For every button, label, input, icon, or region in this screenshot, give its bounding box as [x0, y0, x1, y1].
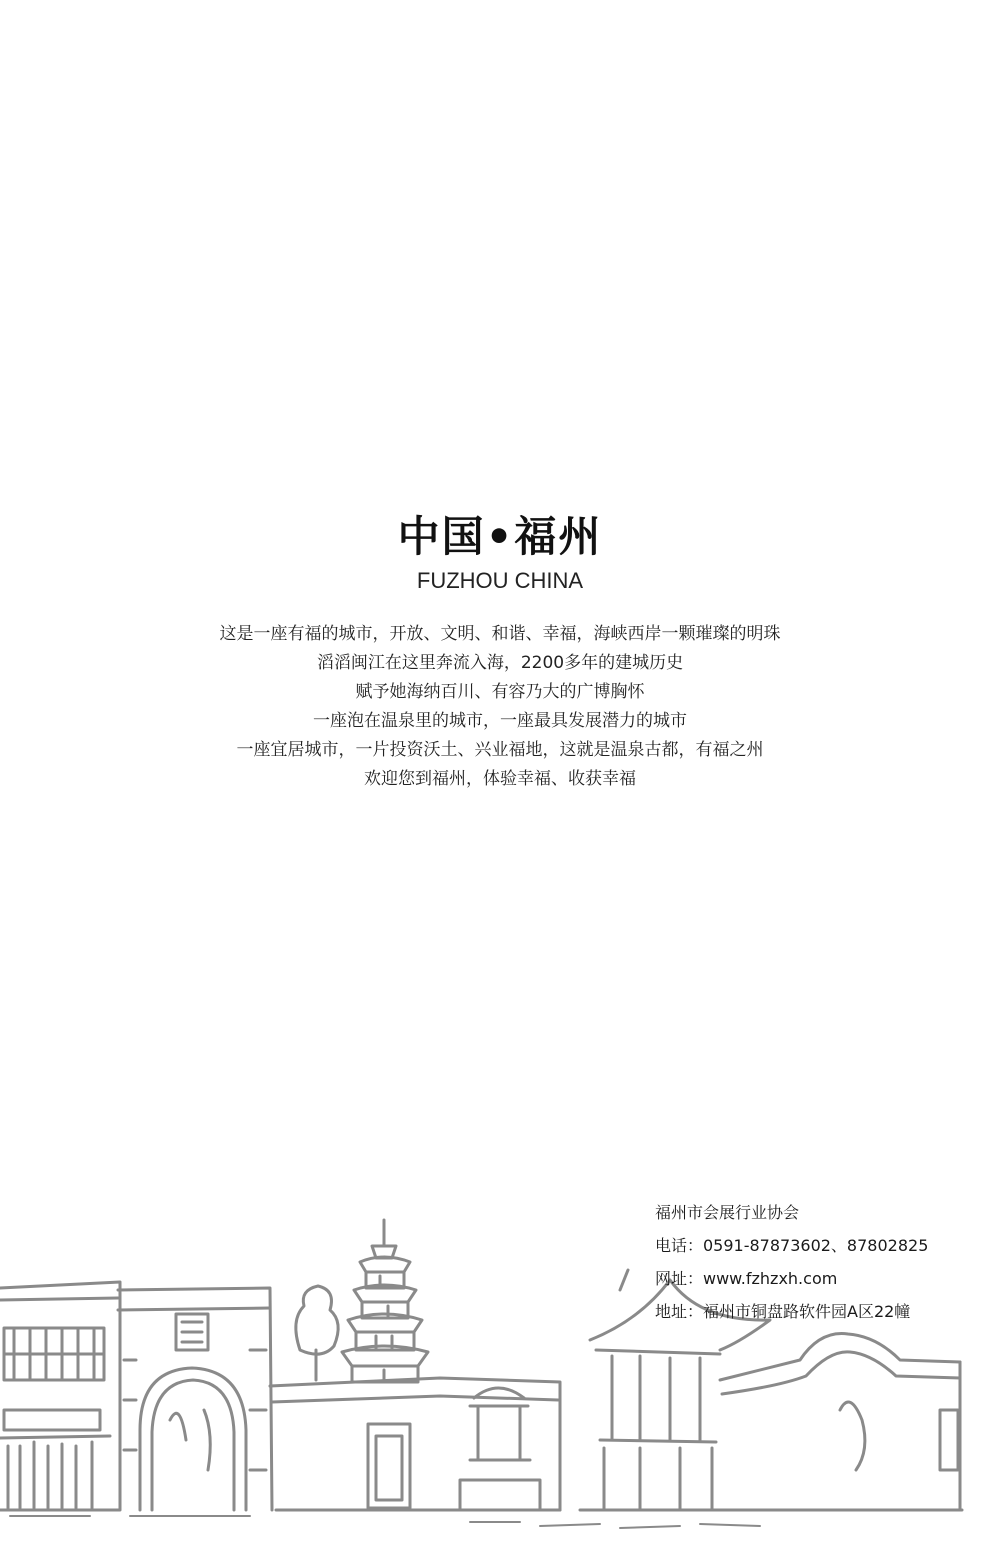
intro-text — [0, 620, 1000, 794]
intro-line: 这是一座有福的城市，开放、文明、和谐、幸福，海峡西岸一颗璀璨的明珠 — [219, 624, 781, 644]
page-subtitle: FUZHOU CHINA — [416, 568, 584, 593]
ground-sketch — [10, 1516, 760, 1528]
intro-line: 欢迎您到福州，体验幸福、收获幸福 — [364, 769, 636, 789]
pagoda-sketch — [342, 1220, 428, 1382]
city-gate-sketch — [118, 1288, 272, 1510]
contact-info — [655, 1196, 985, 1328]
pavilion-sketch — [460, 1388, 540, 1510]
phone-number: 电话：0591-87873602、87802825 — [655, 1236, 929, 1255]
intro-line: 滔滔闽江在这里奔流入海，2200多年的建城历史 — [316, 653, 684, 673]
tree-sketch — [296, 1286, 338, 1380]
intro-line: 一座泡在温泉里的城市，一座最具发展潜力的城市 — [313, 711, 687, 731]
website-link[interactable]: 网址：www.fzhzxh.com — [655, 1269, 838, 1288]
gable-wall-sketch — [720, 1334, 962, 1510]
courtyard-wall-sketch — [270, 1378, 560, 1510]
organization-name: 福州市会展行业协会 — [655, 1203, 800, 1222]
intro-line: 一座宜居城市，一片投资沃土、兴业福地，这就是温泉古都，有福之州 — [236, 740, 764, 760]
storefront-sketch — [0, 1282, 120, 1510]
address-text: 地址：福州市铜盘路软件园A区22幢 — [655, 1302, 911, 1321]
intro-line: 赋予她海纳百川、有容乃大的广博胸怀 — [355, 682, 645, 702]
page-title: 中国•福州 — [397, 512, 603, 561]
